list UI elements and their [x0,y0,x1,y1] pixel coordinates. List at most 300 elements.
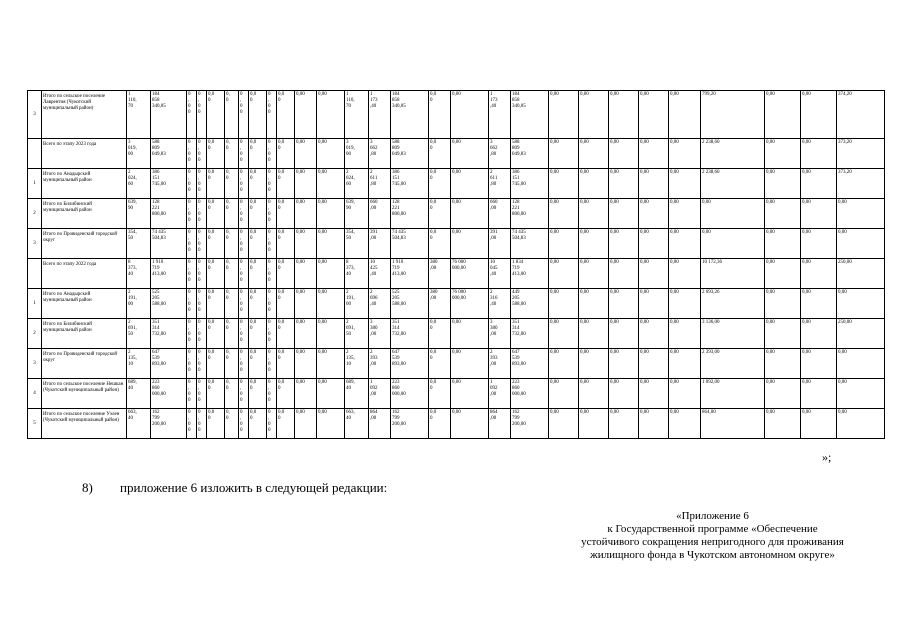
table-cell: 0,00 [451,229,489,259]
table-row [28,319,885,349]
table-cell: 0 , 0 0 [197,199,207,229]
table-cell: 0,00 [579,379,609,409]
table-cell: 184 858 340,05 [151,91,187,139]
table-cell: 1 110, 70 [127,91,151,139]
table-cell: 0,00 [579,91,609,139]
table-cell: 3 019, 00 [127,139,151,169]
table-cell: 0,0 0 [249,229,267,259]
table-cell: 0,0 0 [277,169,295,199]
table-row [28,229,885,259]
table-cell: 647 539 893,00 [391,349,429,379]
table-cell: 0,00 [295,91,317,139]
table-cell: 0,00 [701,229,765,259]
table-cell: 0 , 0 0 [239,229,249,259]
table-cell: 10 172,36 [701,259,765,289]
table-cell: 0,0 0 [207,259,225,289]
table-cell: 1 173 ,40 [369,91,391,139]
table-row [28,199,885,229]
table-cell: 0,00 [609,379,639,409]
table-cell: 799,20 [701,91,765,139]
table-cell: 2 393,00 [701,349,765,379]
table-cell: 0 , 0 0 [239,199,249,229]
table-row [28,349,885,379]
row-number-cell: 3 [28,229,42,259]
table-cell: 0,00 [579,139,609,169]
row-label-cell: Итого по сельское поселение Уэлен (Чукотский муниципальный район) [42,409,127,439]
table-cell: 0 , 0 0 [267,409,277,439]
row-number-cell: 1 [28,289,42,319]
table-cell: 391 ,00 [369,229,391,259]
table-cell: 0,0 0 [277,409,295,439]
table-cell: 0,0 0 [429,409,451,439]
table-cell: 0 , 0 0 [187,169,197,199]
row-label-cell: Итого по сельское поселение Лаврентия (Чукотский муниципальный район) [42,91,127,139]
table-cell: 0 , 0 0 [187,319,197,349]
table-cell: 374,20 [837,91,885,139]
appendix-header-line: жилищного фонда в Чукотском автономном округе» [590,549,835,561]
table-cell: 1 173 ,40 [489,91,511,139]
row-number-cell: 2 [28,199,42,229]
table-cell: 0,00 [801,259,837,289]
table-cell: 3 380 ,00 [489,319,511,349]
table-cell: 0,00 [451,91,489,139]
table-cell: 223 860 000,00 [391,379,429,409]
table-cell: 0,0 0 [429,199,451,229]
row-number-cell: 1 [28,169,42,199]
table-cell: 1 834 719 413,00 [511,259,549,289]
table-cell: 663, 40 [127,409,151,439]
table-cell: 380 ,00 [429,289,451,319]
table-cell: 351 314 732,00 [151,319,187,349]
table-cell: 0,00 [669,409,701,439]
table-cell: 0 , 0 0 [187,139,197,169]
table-cell: 0,00 [765,91,801,139]
table-cell: 223 860 000,00 [151,379,187,409]
table-cell: 0,0 0 [277,91,295,139]
table-cell: 0,00 [295,139,317,169]
table-cell: 373,20 [837,169,885,199]
table-cell: 0,00 [451,199,489,229]
table-cell: 0,00 [639,229,669,259]
table-cell: 10 045 ,40 [489,259,511,289]
table-cell: 0,00 [549,199,579,229]
table-cell: 184 858 340,05 [511,91,549,139]
table-cell: 162 799 200,00 [151,409,187,439]
table-cell: 10 425 ,40 [369,259,391,289]
table-cell: 864 ,00 [369,409,391,439]
table-cell: 0,00 [669,319,701,349]
row-number-cell [28,139,42,169]
table-cell: 0,00 [579,319,609,349]
table-cell: 0,00 [837,379,885,409]
table-cell: 0,00 [639,349,669,379]
table-cell: 354, 50 [345,229,369,259]
table-cell: 0,00 [609,409,639,439]
table-cell: 0 , 0 0 [197,91,207,139]
table-row [28,259,885,289]
table-cell: 525 205 588,00 [151,289,187,319]
table-cell: 162 799 200,00 [391,409,429,439]
table-cell: 660 ,00 [369,199,391,229]
table-cell: 0,00 [295,169,317,199]
table-cell: 0,00 [765,169,801,199]
table-cell: 2 696 ,40 [369,289,391,319]
table-cell: 0,00 [669,139,701,169]
table-cell: 0,00 [579,349,609,379]
table-cell: 0,00 [837,349,885,379]
table-cell: 0,0 0 [249,199,267,229]
table-cell: 0,0 0 [207,319,225,349]
table-cell: 0,00 [549,379,579,409]
table-cell: 0 , 0 0 [239,139,249,169]
table-cell: 0,00 [317,259,345,289]
table-cell: 380 ,00 [429,259,451,289]
table-cell: 647 539 893,00 [511,349,549,379]
table-cell: 0,00 [639,409,669,439]
table-cell: 0,00 [317,379,345,409]
table-cell: 647 539 893,00 [151,349,187,379]
table-cell: 0,00 [451,349,489,379]
table-cell: 0,00 [801,409,837,439]
row-number-cell [28,259,42,289]
table-cell: 2 191, 00 [345,289,369,319]
table-cell: 0,00 [765,349,801,379]
table-cell: 0,00 [837,229,885,259]
table-cell: 386 151 745,00 [151,169,187,199]
table-cell: 0,0 0 [429,91,451,139]
table-cell: 2 238,60 [701,169,765,199]
table-cell: 0,00 [801,349,837,379]
table-cell: 162 799 200,00 [511,409,549,439]
table-cell: 0,00 [765,289,801,319]
table-cell: 0 , 0 0 [187,259,197,289]
table-cell: 2 135, 10 [127,349,151,379]
table-cell: 0 , 0 0 [239,259,249,289]
table-cell: 0,00 [639,319,669,349]
appendix-header-line: «Приложение 6 [676,510,749,522]
table-cell: 0,00 [765,409,801,439]
table-cell: 0,00 [837,409,885,439]
table-cell: 250,00 [837,319,885,349]
table-cell: 3 662 ,80 [369,139,391,169]
table-cell: 0,00 [765,379,801,409]
table-cell: 0 , 0 0 [239,169,249,199]
table-cell: 74 435 504,83 [151,229,187,259]
table-cell: 0, 0 [225,379,239,409]
row-label-cell: Итого по Анадырский муниципальный район [42,169,127,199]
table-cell: 2 691, 50 [345,319,369,349]
table-cell: 0,00 [639,139,669,169]
table-cell: 0,00 [765,319,801,349]
table-cell: 1 910 719 413,00 [151,259,187,289]
table-cell: 0,00 [295,289,317,319]
table-cell: 0 , 0 0 [239,409,249,439]
table-cell: 128 221 800,00 [391,199,429,229]
table-cell: 663, 40 [345,409,369,439]
table-cell: 0 , 0 0 [197,139,207,169]
table-cell: 0,00 [451,139,489,169]
table-cell: 0,00 [669,289,701,319]
table-cell: 0,00 [801,199,837,229]
table-cell: 0,00 [317,289,345,319]
table-cell: 0,00 [837,199,885,229]
table-cell: 0 , 0 0 [267,139,277,169]
table-cell: 0,00 [451,379,489,409]
table-cell: 2 611 ,80 [489,169,511,199]
table-cell: 0 , 0 0 [197,409,207,439]
table-cell: 0, 0 [225,199,239,229]
table-cell: 0,00 [295,229,317,259]
table-cell: 0 , 0 0 [197,229,207,259]
row-label-cell: Итого по Билибинский муниципальный район [42,199,127,229]
table-cell: 0,00 [451,409,489,439]
table-cell: 2 191, 00 [127,289,151,319]
table-cell: 0,0 0 [207,91,225,139]
table-cell: 2 135, 10 [345,349,369,379]
table-cell: 0,00 [579,259,609,289]
table-row [28,139,885,169]
table-cell: 0,00 [801,91,837,139]
table-cell: 0 , 0 0 [187,379,197,409]
table-body [28,91,885,439]
table-cell: 0 , 0 0 [197,169,207,199]
appendix-header [560,510,865,562]
row-label-cell: Всего по этапу 2022 года [42,259,127,289]
table-cell: 0,0 0 [207,139,225,169]
table-cell: 0,00 [669,229,701,259]
table-cell: 0,0 0 [207,409,225,439]
table-cell: 0,00 [801,169,837,199]
table-cell: 8 373, 40 [345,259,369,289]
table-cell: 0 , 0 0 [187,199,197,229]
table-cell: 0,0 0 [249,259,267,289]
table-cell: 449 205 588,00 [511,289,549,319]
table-row [28,289,885,319]
table-cell: 0 , 0 0 [187,349,197,379]
row-label-cell: Итого по сельское поселение Нешкан (Чукотский муниципальный район) [42,379,127,409]
table-cell: 0,00 [669,169,701,199]
table-cell: 0,00 [549,319,579,349]
appendix-header-line: к Государственной программе «Обеспечение [607,523,818,535]
table-cell: 0 , 0 0 [267,349,277,379]
table-cell: 0,00 [549,289,579,319]
table-cell: 0,00 [579,229,609,259]
table-cell: 0,00 [609,229,639,259]
table-cell: 0,0 0 [429,139,451,169]
table-cell: 0,00 [295,259,317,289]
table-cell: 184 858 340,05 [391,91,429,139]
item-number: 8) [82,480,93,495]
table-cell: 0,00 [317,319,345,349]
table-cell: 0,00 [801,289,837,319]
table-cell: 0,00 [549,229,579,259]
table-cell: 0,00 [837,289,885,319]
table-cell: 0 , 0 0 [267,259,277,289]
table-cell: 588 809 049,83 [511,139,549,169]
table-cell: 2 393 ,00 [489,349,511,379]
table-cell: 2 393 ,00 [369,349,391,379]
table-cell: 391 ,00 [489,229,511,259]
table-cell: 0,0 0 [429,229,451,259]
table-cell: 0,0 0 [207,229,225,259]
table-cell: 0, 0 [225,259,239,289]
row-label-cell: Итого по Билибинский муниципальный район [42,319,127,349]
table-cell: 0,00 [639,169,669,199]
table-cell: 0,00 [609,91,639,139]
table-cell: 74 435 504,83 [511,229,549,259]
table-cell: 0,00 [317,91,345,139]
table-cell: 1 110, 70 [345,91,369,139]
table-cell: 2 024, 60 [127,169,151,199]
table-cell: 351 314 732,00 [391,319,429,349]
table-cell: 0,0 0 [277,199,295,229]
table-cell: 3 019, 00 [345,139,369,169]
table-cell: 0,00 [609,259,639,289]
row-label-cell: Итого по Провиденский городской округ [42,349,127,379]
table-cell: 588 809 049,83 [391,139,429,169]
closing-quote-mark: »; [822,450,832,464]
table-cell: 0 , 0 0 [267,379,277,409]
table-cell: 373,20 [837,139,885,169]
table-cell: 1 092,00 [701,379,765,409]
table-cell: 0,00 [765,259,801,289]
table-cell: 76 000 000,00 [451,259,489,289]
table-cell: 0,00 [317,409,345,439]
table-cell: 0,00 [579,199,609,229]
table-cell: 0 , 0 0 [267,229,277,259]
table-row [28,169,885,199]
row-number-cell: 4 [28,379,42,409]
table-cell: 588 809 049,83 [151,139,187,169]
row-number-cell: 3 [28,91,42,139]
table-cell: 639, 90 [127,199,151,229]
table-cell: 3 136,00 [701,319,765,349]
table-cell: 386 151 745,00 [391,169,429,199]
table-cell: 525 205 588,00 [391,289,429,319]
table-cell: 0,0 0 [249,169,267,199]
table-cell: 0,00 [317,169,345,199]
table-cell: 0 , 0 0 [239,379,249,409]
data-table [27,90,885,439]
table-cell: 0, 0 [225,91,239,139]
table-cell: 0,00 [801,139,837,169]
table-cell: 2 691, 50 [127,319,151,349]
table-cell: 0,0 0 [277,289,295,319]
table-cell: 0,0 0 [429,379,451,409]
table-cell: 0,00 [639,259,669,289]
table-cell: 2 024, 60 [345,169,369,199]
table-cell: 128 221 800,00 [511,199,549,229]
table-row [28,379,885,409]
table-row [28,91,885,139]
table-cell: 0 , 0 0 [267,91,277,139]
table-cell: 0,00 [549,409,579,439]
table-cell: 0,00 [609,199,639,229]
table-cell: 0,00 [765,229,801,259]
table-cell: 0,0 0 [429,349,451,379]
table-cell: 0 , 0 0 [197,379,207,409]
table-cell: 1 092 ,00 [489,379,511,409]
table-cell: 0,00 [669,379,701,409]
table-cell: 0,00 [295,349,317,379]
row-label-cell: Итого по Провиденский городской округ [42,229,127,259]
table-cell: 639, 90 [345,199,369,229]
table-cell: 2 611 ,80 [369,169,391,199]
table-cell: 0,00 [639,91,669,139]
table-cell: 0 , 0 0 [239,289,249,319]
table-cell: 0,0 0 [249,379,267,409]
table-cell: 0,00 [609,169,639,199]
table-cell: 386 151 745,00 [511,169,549,199]
table-cell: 128 221 800,00 [151,199,187,229]
table-cell: 0,00 [549,259,579,289]
table-cell: 0, 0 [225,289,239,319]
table-cell: 8 373, 40 [127,259,151,289]
table-cell: 0,00 [639,379,669,409]
table-cell: 0,00 [451,169,489,199]
table-cell: 0 , 0 0 [197,259,207,289]
table-cell: 0 , 0 0 [267,319,277,349]
table-cell: 0,0 0 [207,169,225,199]
table-cell: 0,0 0 [429,319,451,349]
table-cell: 0 , 0 0 [239,91,249,139]
appendix-header-line: устойчивого сокращения непригодного для проживания [581,536,844,548]
table-cell: 0,0 0 [249,349,267,379]
table-cell: 0, 0 [225,409,239,439]
table-cell: 0,00 [317,349,345,379]
table-cell: 0 , 0 0 [197,319,207,349]
table-cell: 0, 0 [225,349,239,379]
table-cell: 74 435 504,83 [391,229,429,259]
table-cell: 0,00 [609,319,639,349]
table-cell: 0,00 [317,199,345,229]
table-cell: 0,00 [801,319,837,349]
table-cell: 0,00 [669,259,701,289]
table-cell: 0 , 0 0 [197,289,207,319]
table-cell: 0,00 [669,91,701,139]
table-cell: 0,00 [451,319,489,349]
table-cell: 351 314 732,00 [511,319,549,349]
row-number-cell: 2 [28,319,42,349]
table-cell: 0 , 0 0 [197,349,207,379]
table-cell: 250,00 [837,259,885,289]
table-cell: 0 , 0 0 [187,229,197,259]
table-cell: 0,00 [669,349,701,379]
table-cell: 0 , 0 0 [267,289,277,319]
table-cell: 0,0 0 [277,229,295,259]
table-cell: 0 , 0 0 [187,289,197,319]
row-number-cell: 3 [28,349,42,379]
table-cell: 864,00 [701,409,765,439]
table-cell: 0,0 0 [207,199,225,229]
table-cell: 0,00 [579,409,609,439]
table-cell: 689, 40 [345,379,369,409]
table-cell: 0, 0 [225,139,239,169]
table-cell: 223 860 000,00 [511,379,549,409]
table-cell: 0 , 0 0 [187,91,197,139]
table-cell: 0,0 0 [277,349,295,379]
table-cell: 0,0 0 [249,319,267,349]
table-cell: 76 000 000,00 [451,289,489,319]
table-cell: 1 092 ,00 [369,379,391,409]
table-cell: 0,00 [295,199,317,229]
table-cell: 0,00 [801,229,837,259]
table-cell: 0 , 0 0 [239,319,249,349]
table-cell: 0,00 [295,409,317,439]
table-cell: 0,00 [579,289,609,319]
table-cell: 0,00 [295,379,317,409]
table-cell: 864 ,00 [489,409,511,439]
